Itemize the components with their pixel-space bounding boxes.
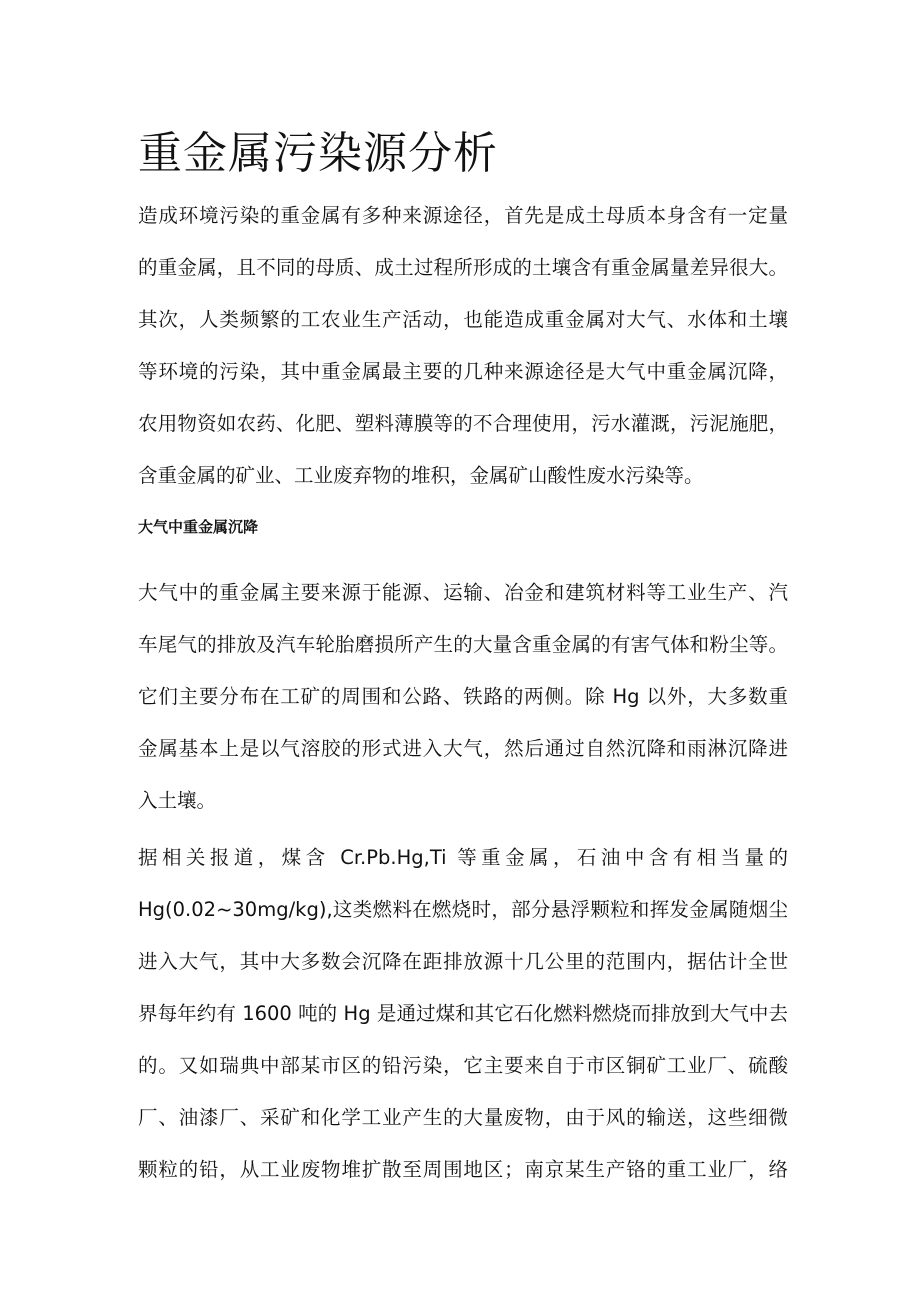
section-heading: 大气中重金属沉降 (138, 518, 259, 536)
paragraph-line: 界每年约有 1600 吨的 Hg 是通过煤和其它石化燃料燃烧而排放到大气中去 (138, 1002, 788, 1025)
paragraph-line: 其次，人类频繁的工农业生产活动，也能造成重金属对大气、水体和土壤 (138, 308, 788, 331)
paragraph-line: 车尾气的排放及汽车轮胎磨损所产生的大量含重金属的有害气体和粉尘等。 (138, 633, 788, 656)
paragraph-line: 据相关报道，煤含 Cr.Pb.Hg,Ti 等重金属，石油中含有相当量的 (138, 846, 788, 869)
paragraph-line: 大气中的重金属主要来源于能源、运输、冶金和建筑材料等工业生产、汽 (138, 581, 788, 604)
paragraph-line: 的重金属，且不同的母质、成土过程所形成的土壤含有重金属量差异很大。 (138, 256, 788, 279)
paragraph-line: 它们主要分布在工矿的周围和公路、铁路的两侧。除 Hg 以外，大多数重 (138, 685, 788, 708)
paragraph-line: 进入大气，其中大多数会沉降在距排放源十几公里的范围内，据估计全世 (138, 950, 788, 973)
paragraph-line: Hg(0.02~30mg/kg),这类燃料在燃烧时，部分悬浮颗粒和挥发金属随烟尘 (138, 898, 788, 921)
page-title: 重金属污染源分析 (138, 128, 498, 179)
fuel-combustion-paragraph (138, 832, 788, 1196)
paragraph-line: 造成环境污染的重金属有多种来源途径，首先是成土母质本身含有一定量 (138, 204, 788, 227)
paragraph-line: 含重金属的矿业、工业废弃物的堆积，金属矿山酸性废水污染等。 (138, 464, 704, 487)
paragraph-line: 入土壤。 (138, 789, 217, 812)
paragraph-line: 等环境的污染，其中重金属最主要的几种来源途径是大气中重金属沉降， (138, 360, 788, 383)
paragraph-line: 农用物资如农药、化肥、塑料薄膜等的不合理使用，污水灌溉，污泥施肥， (138, 412, 788, 435)
paragraph-line: 的。又如瑞典中部某市区的铅污染，它主要来自于市区铜矿工业厂、硫酸 (138, 1054, 788, 1077)
paragraph-line: 厂、油漆厂、采矿和化学工业产生的大量废物，由于风的输送，这些细微 (138, 1106, 788, 1129)
paragraph-line: 金属基本上是以气溶胶的形式进入大气，然后通过自然沉降和雨淋沉降进 (138, 737, 788, 760)
atmospheric-deposition-paragraph (138, 567, 788, 827)
paragraph-line: 颗粒的铅，从工业废物堆扩散至周围地区；南京某生产铬的重工业厂，络 (138, 1158, 788, 1181)
intro-paragraph (138, 190, 788, 502)
